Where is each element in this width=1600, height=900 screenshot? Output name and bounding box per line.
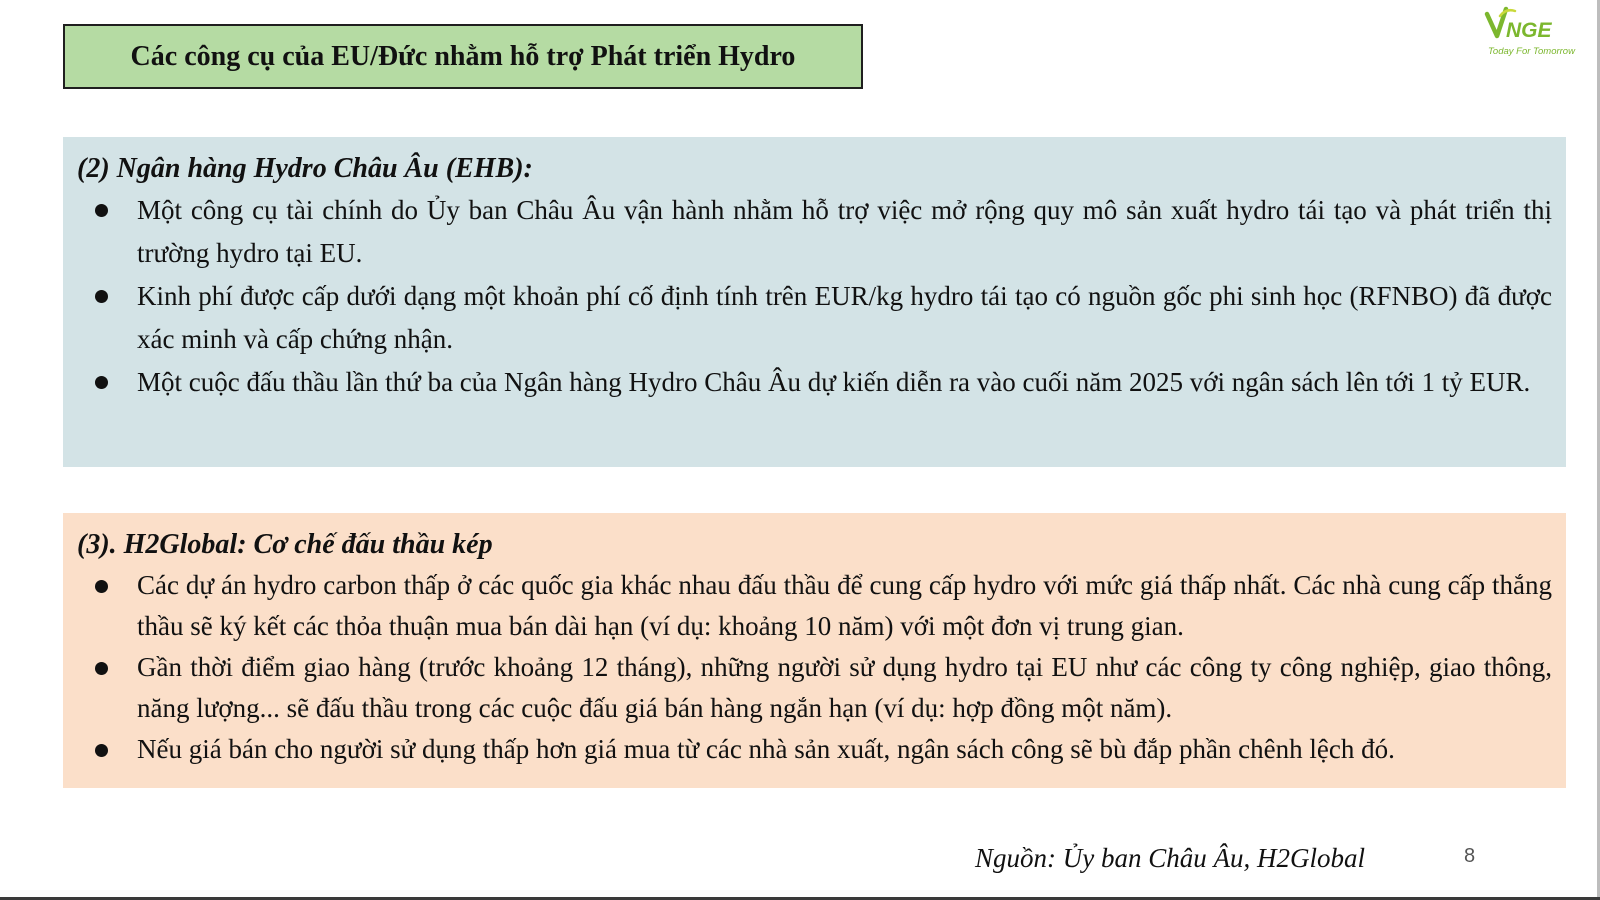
h2global-bullet-text: Các dự án hydro carbon thấp ở các quốc gia khác nhau đấu thầu để cung cấp hydro với mức giá thấp nhất. Các nhà cung cấp thắng thầu sẽ ký kết các thỏa thuận mua bán dài hạn (ví dụ: khoảng 10 năm) với một đơn vị trung gian. [137,570,1552,641]
svg-text:NGE: NGE [1506,19,1552,42]
bullet-icon [77,647,137,675]
h2global-heading: (3). H2Global: Cơ chế đấu thầu kép [77,529,493,560]
h2global-bullet-text: Nếu giá bán cho người sử dụng thấp hơn giá mua từ các nhà sản xuất, ngân sách công sẽ bù đắp phần chênh lệch đó. [137,734,1395,764]
bullet-icon [77,361,137,389]
h2global-section [63,513,1566,788]
page-number: 8 [1464,845,1476,867]
bullet-icon [77,565,137,593]
slide-title: Các công cụ của EU/Đức nhằm hỗ trợ Phát triển Hydro [130,40,796,72]
ehb-bullet-text: Một công cụ tài chính do Ủy ban Châu Âu vận hành nhằm hỗ trợ việc mở rộng quy mô sản xuất hydro tái tạo và phát triển thị trường hydro tại EU. [137,195,1552,268]
h2global-bullet-item [77,647,1552,729]
ehb-bullet-text: Kinh phí được cấp dưới dạng một khoản phí cố định tính trên EUR/kg hydro tái tạo có nguồn gốc phi sinh học (RFNBO) đã được xác minh và cấp chứng nhận. [137,281,1552,354]
h2global-bullet-text: Gần thời điểm giao hàng (trước khoảng 12 tháng), những người sử dụng hydro tại EU như các công ty công nghiệp, giao thông, năng lượng... sẽ đấu thầu trong các cuộc đấu giá bán hàng ngắn hạn (ví dụ: hợp đồng một năm). [137,652,1552,723]
h2global-bullet-item [77,729,1552,770]
ehb-section [63,137,1566,467]
source-citation: Nguồn: Ủy ban Châu Âu, H2Global [975,843,1365,873]
vnge-logo [1484,6,1596,64]
bullet-icon [77,189,137,217]
slide-title-box [63,24,863,89]
h2global-bullet-item [77,565,1552,647]
bullet-icon [77,275,137,303]
ehb-bullet-text: Một cuộc đấu thầu lần thứ ba của Ngân hàng Hydro Châu Âu dự kiến diễn ra vào cuối năm 2025 với ngân sách lên tới 1 tỷ EUR. [137,367,1531,397]
ehb-bullet-item [77,361,1552,404]
ehb-bullet-item [77,275,1552,361]
ehb-bullet-item [77,189,1552,275]
logo-tagline: Today For Tomorrow [1488,46,1575,57]
vnge-logo-mark-icon [1484,6,1596,46]
bullet-icon [77,729,137,757]
ehb-heading: (2) Ngân hàng Hydro Châu Âu (EHB): [77,153,533,184]
